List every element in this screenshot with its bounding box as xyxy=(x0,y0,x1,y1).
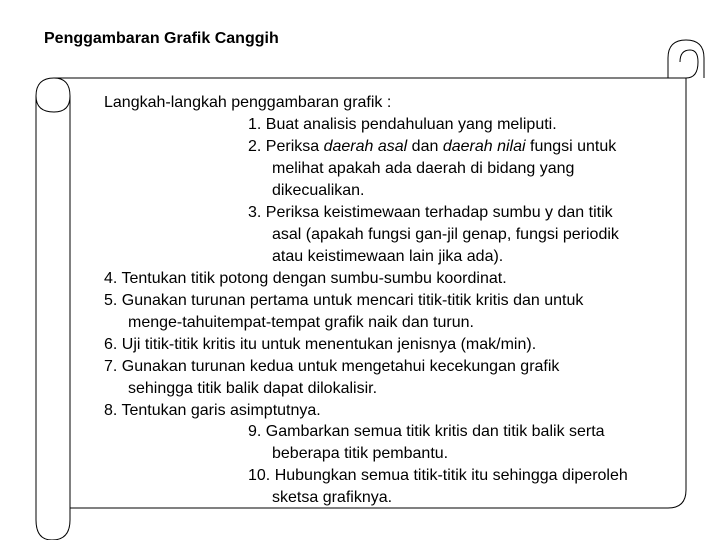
step-8: 8. Tentukan garis asimptutnya. xyxy=(104,402,321,419)
step-7: 7. Gunakan turunan kedua untuk mengetahui kecekungan grafik xyxy=(104,358,560,375)
step-7-line-2: sehingga titik balik dapat dilokalisir. xyxy=(128,380,378,397)
step-10-line-2: sketsa grafiknya. xyxy=(272,489,393,506)
step-2-line-3: dikecualikan. xyxy=(272,182,365,199)
step-4: 4. Tentukan titik potong dengan sumbu-sumbu koordinat. xyxy=(104,270,507,287)
step-2 xyxy=(248,136,616,158)
step-2-end: fungsi untuk xyxy=(525,138,617,155)
step-1: 1. Buat analisis pendahuluan yang meliputi. xyxy=(248,116,557,133)
step-10: 10. Hubungkan semua titik-titik itu sehingga diperoleh xyxy=(248,467,628,484)
step-9: 9. Gambarkan semua titik kritis dan titik balik serta xyxy=(248,423,605,440)
step-3-line-3: atau keistimewaan lain jika ada). xyxy=(272,248,504,265)
step-6: 6. Uji titik-titik kritis itu untuk menentukan jenisnya (mak/min). xyxy=(104,336,537,353)
step-2-line-2: melihat apakah ada daerah di bidang yang xyxy=(272,160,575,177)
page-title: Penggambaran Grafik Canggih xyxy=(44,30,279,47)
step-3: 3. Periksa keistimewaan terhadap sumbu y dan titik xyxy=(248,204,613,221)
step-9-line-2: beberapa titik pembantu. xyxy=(272,445,449,462)
step-2-emphasis-domain: daerah asal xyxy=(323,138,408,155)
intro-line: Langkah-langkah penggambaran grafik : xyxy=(104,94,392,111)
step-2-number: 2. Periksa xyxy=(248,138,324,155)
step-2-and: dan xyxy=(407,138,443,155)
step-5: 5. Gunakan turunan pertama untuk mencari titik-titik kritis dan untuk xyxy=(104,292,584,309)
step-2-emphasis-range: daerah nilai xyxy=(442,138,526,155)
step-3-line-2: asal (apakah fungsi gan-jil genap, fungsi periodik xyxy=(272,226,619,243)
step-5-line-2: menge-tahuitempat-tempat grafik naik dan turun. xyxy=(128,314,474,331)
